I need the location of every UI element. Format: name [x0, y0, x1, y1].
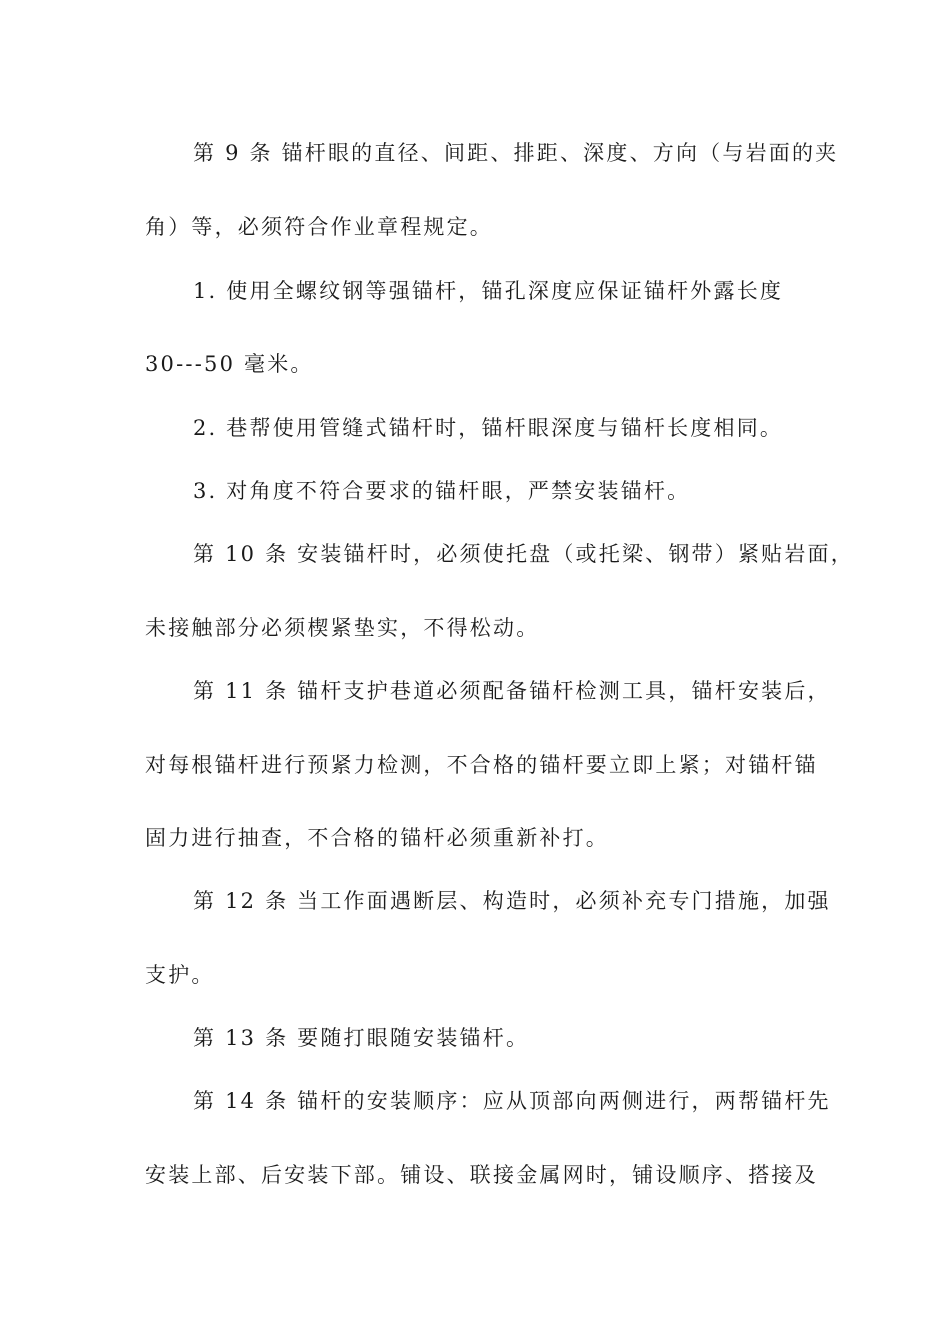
item-1-line-2: 30---50 毫米。 [145, 352, 314, 376]
article-9-line-2: 角）等，必须符合作业章程规定。 [145, 215, 493, 239]
article-11-line-3: 固力进行抽查，不合格的锚杆必须重新补打。 [145, 826, 609, 850]
item-2-line-1: 2. 巷帮使用管缝式锚杆时，锚杆眼深度与锚杆长度相同。 [193, 416, 784, 440]
article-11-line-2: 对每根锚杆进行预紧力检测，不合格的锚杆要立即上紧；对锚杆锚 [145, 753, 818, 777]
article-14-line-2: 安装上部、后安装下部。铺设、联接金属网时，铺设顺序、搭接及 [145, 1163, 818, 1187]
article-12-line-2: 支护。 [145, 963, 215, 987]
item-1-line-1: 1. 使用全螺纹钢等强锚杆，锚孔深度应保证锚杆外露长度 [193, 279, 784, 303]
article-12-line-1: 第 12 条 当工作面遇断层、构造时，必须补充专门措施，加强 [193, 889, 831, 913]
article-13-line-1: 第 13 条 要随打眼随安装锚杆。 [193, 1026, 530, 1050]
article-10-line-2: 未接触部分必须楔紧垫实，不得松动。 [145, 616, 540, 640]
article-10-line-1: 第 10 条 安装锚杆时，必须使托盘（或托梁、钢带）紧贴岩面， [193, 542, 854, 566]
article-9-line-1: 第 9 条 锚杆眼的直径、间距、排距、深度、方向（与岩面的夹 [193, 141, 839, 165]
article-14-line-1: 第 14 条 锚杆的安装顺序：应从顶部向两侧进行，两帮锚杆先 [193, 1089, 831, 1113]
article-11-line-1: 第 11 条 锚杆支护巷道必须配备锚杆检测工具，锚杆安装后， [193, 679, 831, 703]
item-3-line-1: 3. 对角度不符合要求的锚杆眼，严禁安装锚杆。 [193, 479, 691, 503]
